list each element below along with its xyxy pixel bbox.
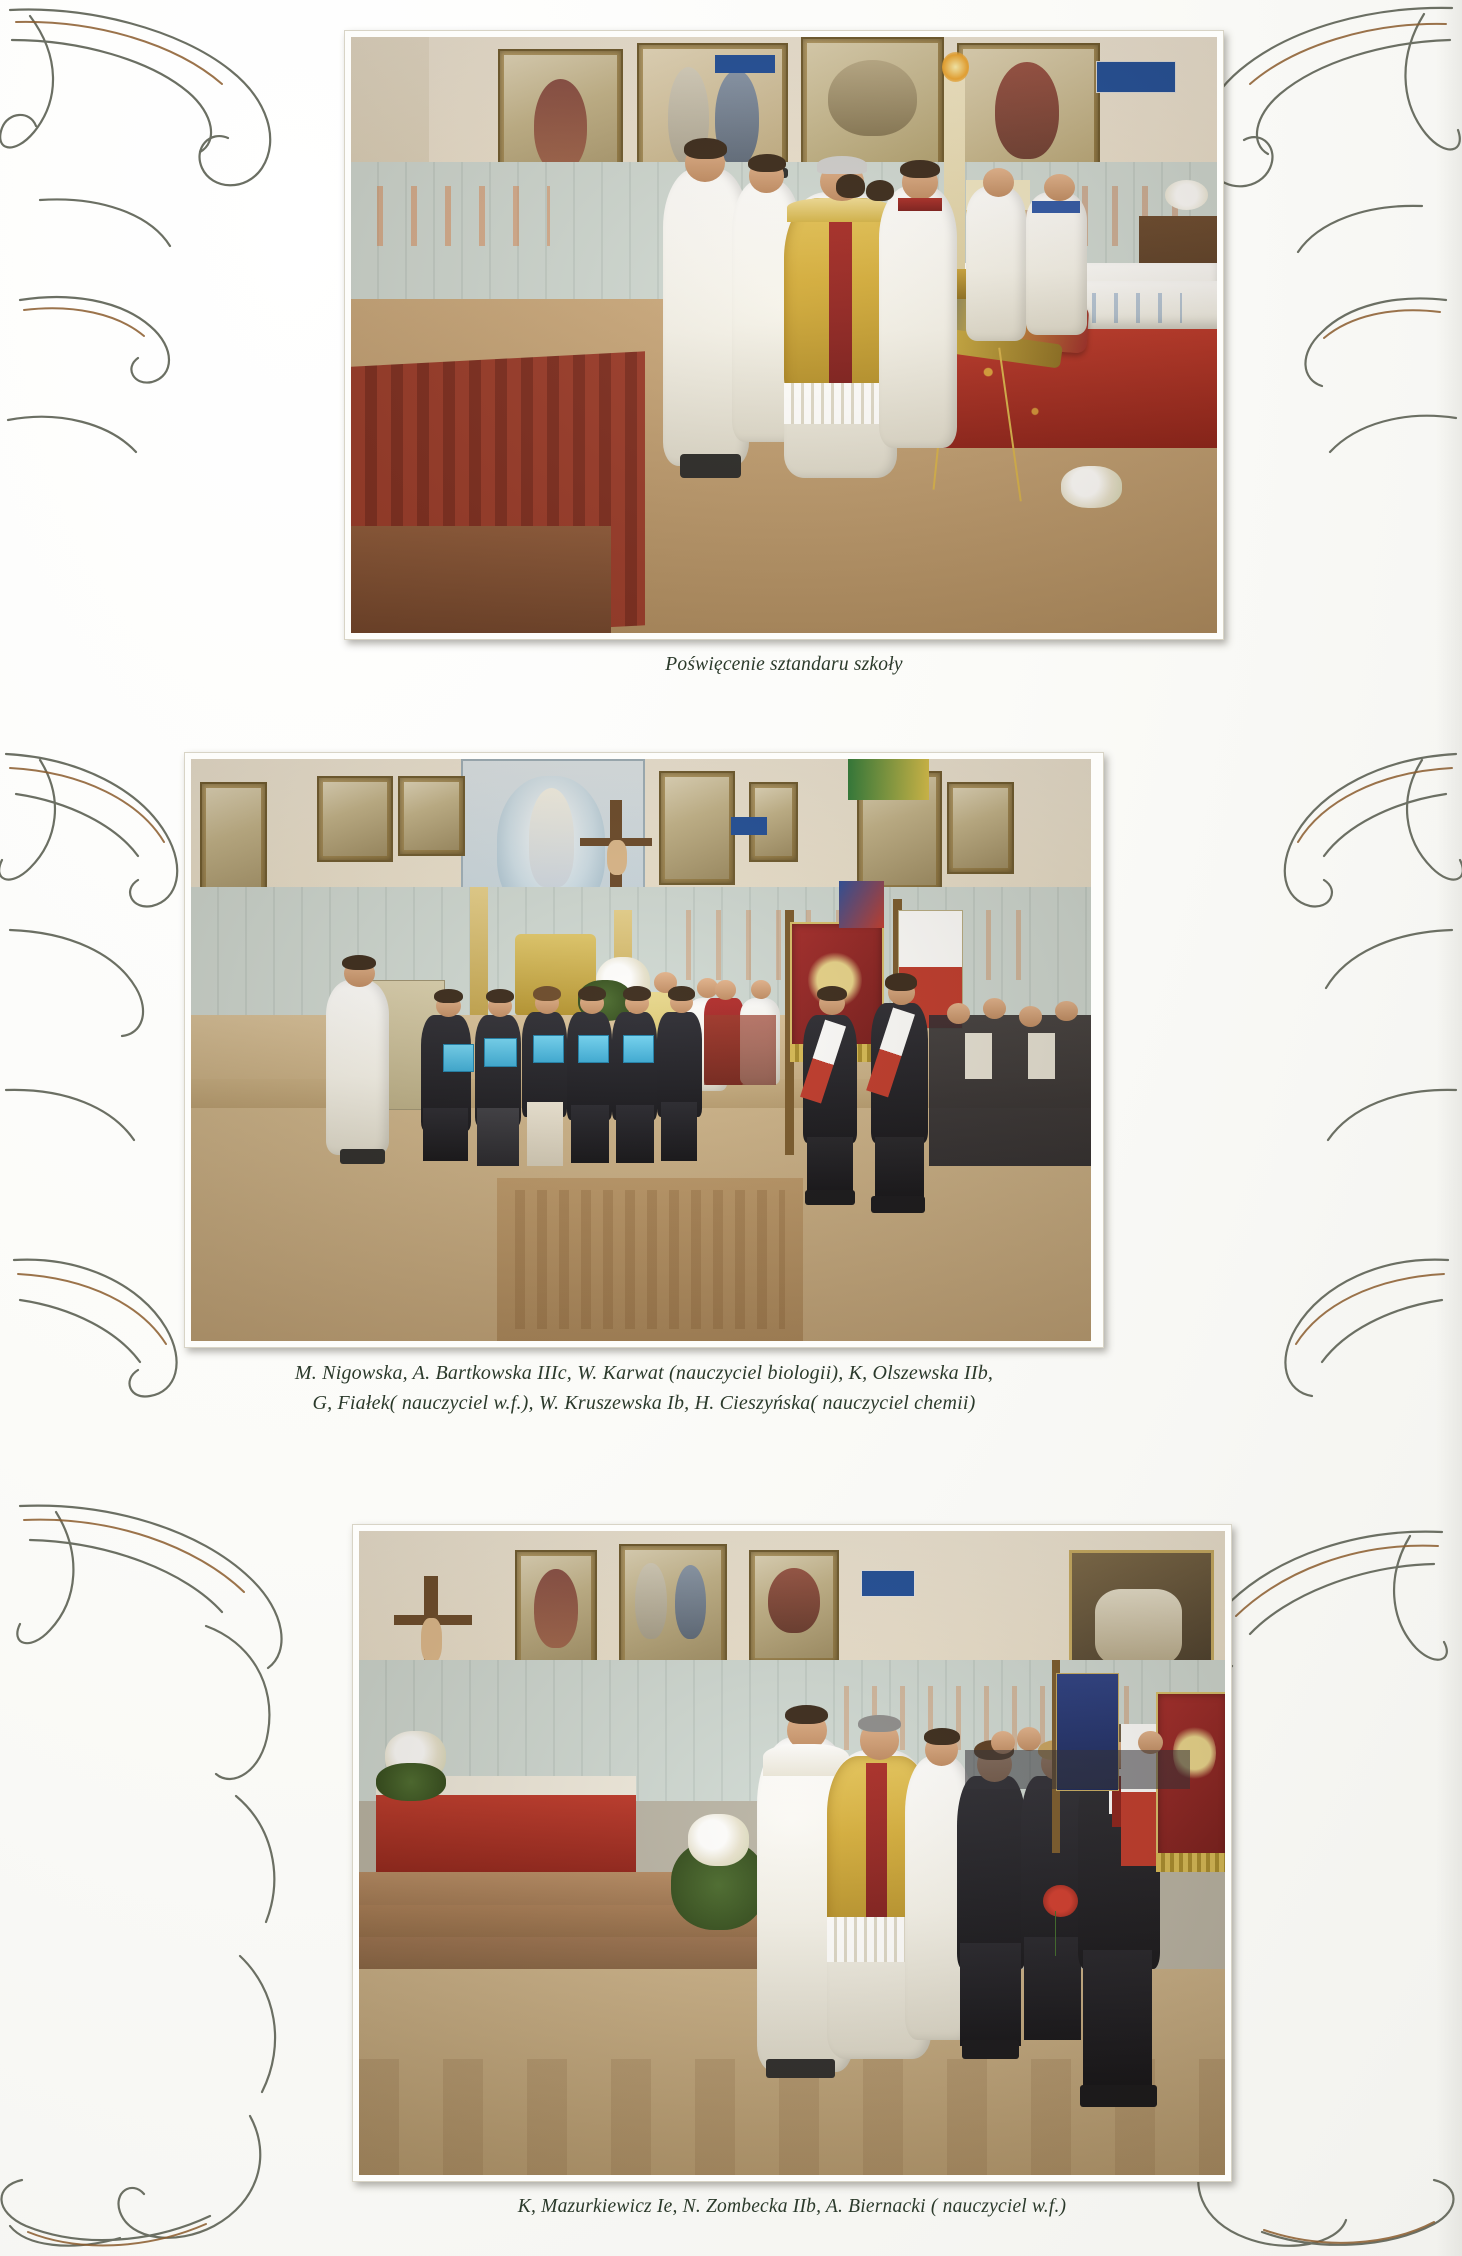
corner-flourish-top-left: [0, 0, 330, 640]
photo-caption-2-line-1: M. Nigowska, A. Bartkowska IIIc, W. Karwat (nauczyciel biologii), K, Olszewska IIb,: [294, 1362, 994, 1384]
photo-block-1: [344, 30, 1224, 679]
photo-image-2: [191, 759, 1091, 1341]
photo-caption-2: [184, 1358, 1104, 1418]
photo-image-1: [351, 37, 1217, 633]
photo-block-3: [352, 1524, 1232, 2221]
page-edge-shadow: [1436, 0, 1462, 2256]
photo-frame-1: [344, 30, 1224, 640]
photo-frame-2: [184, 752, 1104, 1348]
photo-image-3: [359, 1531, 1225, 2175]
photo-caption-3: K, Mazurkiewicz Ie, N. Zombecka IIb, A. Biernacki ( nauczyciel w.f.): [517, 2196, 1067, 2217]
side-flourish-middle-right: [1152, 740, 1462, 1440]
photo-caption-2-line-2: G, Fiałek( nauczyciel w.f.), W. Kruszewska Ib, H. Cieszyńska( nauczyciel chemii): [312, 1392, 976, 1414]
photo-caption-1: Poświęcenie sztandaru szkoły: [665, 654, 903, 675]
corner-flourish-bottom-left: [0, 1496, 360, 2256]
photo-block-2: [184, 752, 1104, 1418]
photo-frame-3: [352, 1524, 1232, 2182]
